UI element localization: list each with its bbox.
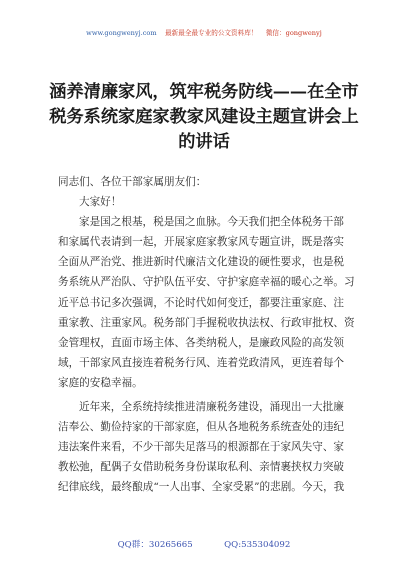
body-line: 洁奉公、勤俭持家的干部家庭，但从各地税务系统查处的违纪 — [58, 421, 345, 434]
greeting: 大家好！ — [79, 196, 122, 209]
page-header — [0, 27, 408, 37]
header-site-link[interactable]: www.gongwenyj.com — [86, 29, 157, 37]
document-body — [58, 172, 358, 498]
body-line: 全面从严治党、推进新时代廉洁文化建设的硬性要求，也是税 — [58, 256, 345, 269]
body-line: 金管理权，直面市场主体、各类纳税人，是廉政风险的高发领 — [58, 336, 345, 349]
footer-qq: QQ:535304092 — [224, 540, 291, 550]
body-line: 务系统从严治队、守护队伍平安、守护家庭幸福的暖心之举。习 — [58, 276, 355, 289]
body-line: 重家教、注重家风。税务部门手握税收执法权、行政审批权、资 — [58, 316, 355, 329]
body-line: 和家属代表请到一起，开展家庭家教家风专题宣讲，既是落实 — [58, 236, 345, 249]
body-line: 域，干部家风直接连着税务行风、连着党政清风，更连着每个 — [58, 356, 345, 369]
header-wechat: 微信：gongwenyj — [265, 29, 322, 37]
document-title — [40, 80, 368, 155]
body-line: 家是国之根基，税是国之血脉。今天我们把全体税务干部 — [79, 216, 344, 229]
body-line: 教松弛，配偶子女借助税务身份谋取私利、亲情裹挟权力突破 — [58, 461, 345, 474]
page-footer — [0, 538, 408, 550]
title-line: 税务系统家庭家教家风建设主题宣讲会上 — [49, 107, 359, 127]
body-line: 违法案件来看，不少干部失足落马的根源都在于家风失守、家 — [58, 441, 345, 454]
salutation: 同志们、各位干部家属朋友们： — [58, 176, 207, 188]
body-line: 纪律底线，最终酿成“一人出事、全家受累”的悲剧。今天，我 — [58, 481, 345, 494]
body-line: 近平总书记多次强调，不论时代如何变迁，都要注重家庭、注 — [58, 296, 345, 309]
body-line: 家庭的安稳幸福。 — [58, 376, 143, 389]
body-line: 近年来，全系统持续推进清廉税务建设，涌现出一大批廉 — [79, 401, 344, 414]
paragraph-2 — [58, 397, 358, 497]
paragraph-1 — [58, 212, 358, 393]
footer-qq-group: QQ群：30265665 — [117, 540, 193, 550]
title-line: 涵养清廉家风，筑牢税务防线——在全市 — [49, 82, 359, 102]
title-line: 的讲话 — [178, 132, 230, 152]
header-slogan: 最新最全最专业的公文资料库！ — [165, 29, 258, 37]
